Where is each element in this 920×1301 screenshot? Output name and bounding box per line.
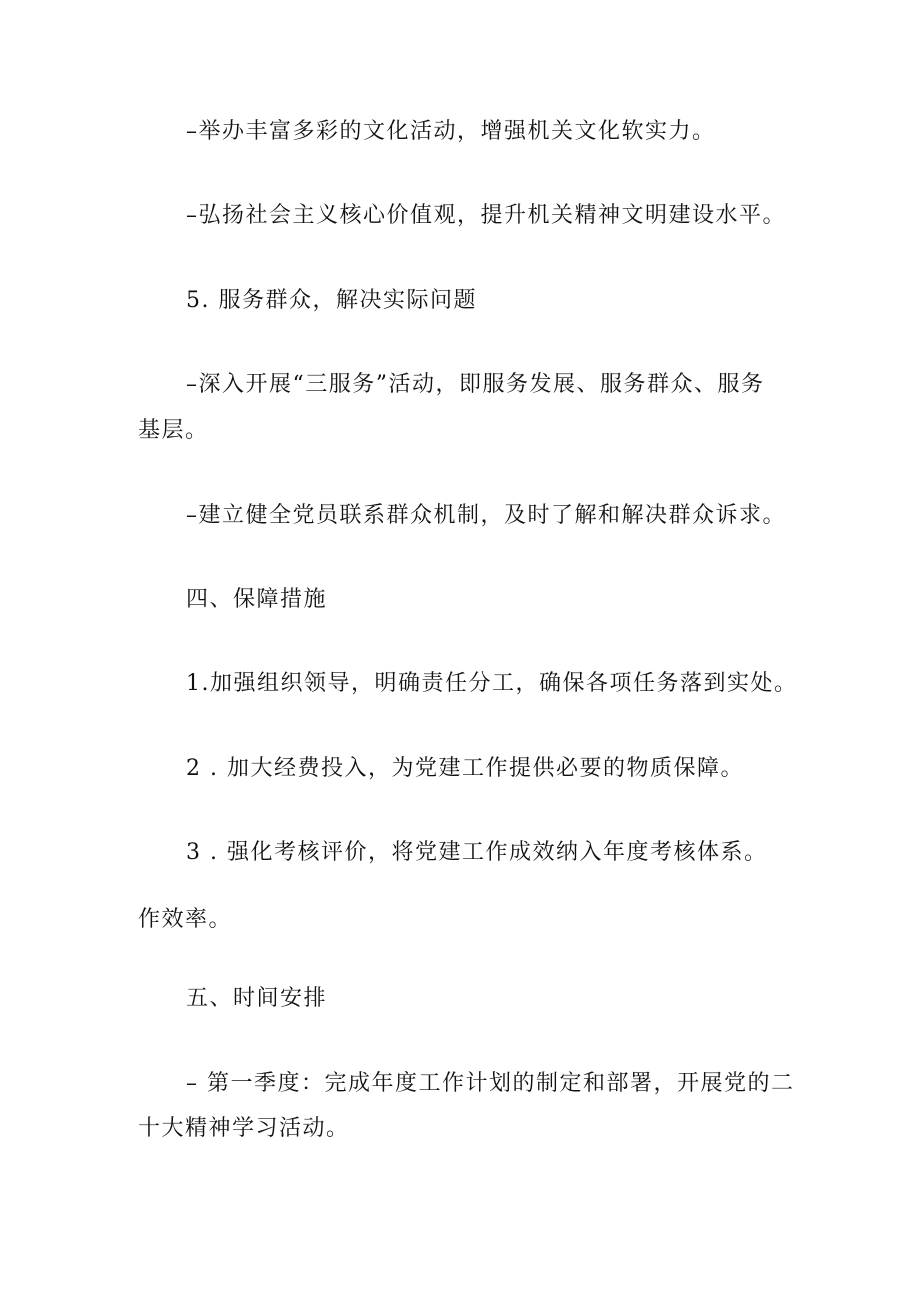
heading-safeguards: 四、保障措施 xyxy=(186,587,328,612)
paragraph-first-quarter-cont: 十大精神学习活动。 xyxy=(138,1116,350,1141)
paragraph-contact-mechanism: –建立健全党员联系群众机制，及时了解和解决群众诉求。 xyxy=(186,503,787,528)
heading-schedule: 五、时间安排 xyxy=(186,986,328,1011)
paragraph-three-services: –深入开展“三服务”活动，即服务发展、服务群众、服务 xyxy=(186,372,765,397)
paragraph-culture-activities: –举办丰富多彩的文化活动，增强机关文化软实力。 xyxy=(186,119,716,144)
paragraph-fragment-efficiency: 作效率。 xyxy=(138,907,233,932)
paragraph-three-services-cont: 基层。 xyxy=(138,418,209,443)
paragraph-first-quarter: – 第一季度：完成年度工作计划的制定和部署，开展党的二 xyxy=(186,1071,795,1096)
paragraph-evaluation: 3 . 强化考核评价，将党建工作成效纳入年度考核体系。 xyxy=(186,840,768,865)
paragraph-leadership: 1.加强组织领导，明确责任分工，确保各项任务落到实处。 xyxy=(186,671,798,696)
paragraph-funding: 2 . 加大经费投入，为党建工作提供必要的物质保障。 xyxy=(186,756,744,781)
heading-serve-masses: 5. 服务群众，解决实际问题 xyxy=(186,288,477,313)
paragraph-core-values: –弘扬社会主义核心价值观，提升机关精神文明建设水平。 xyxy=(186,203,787,228)
